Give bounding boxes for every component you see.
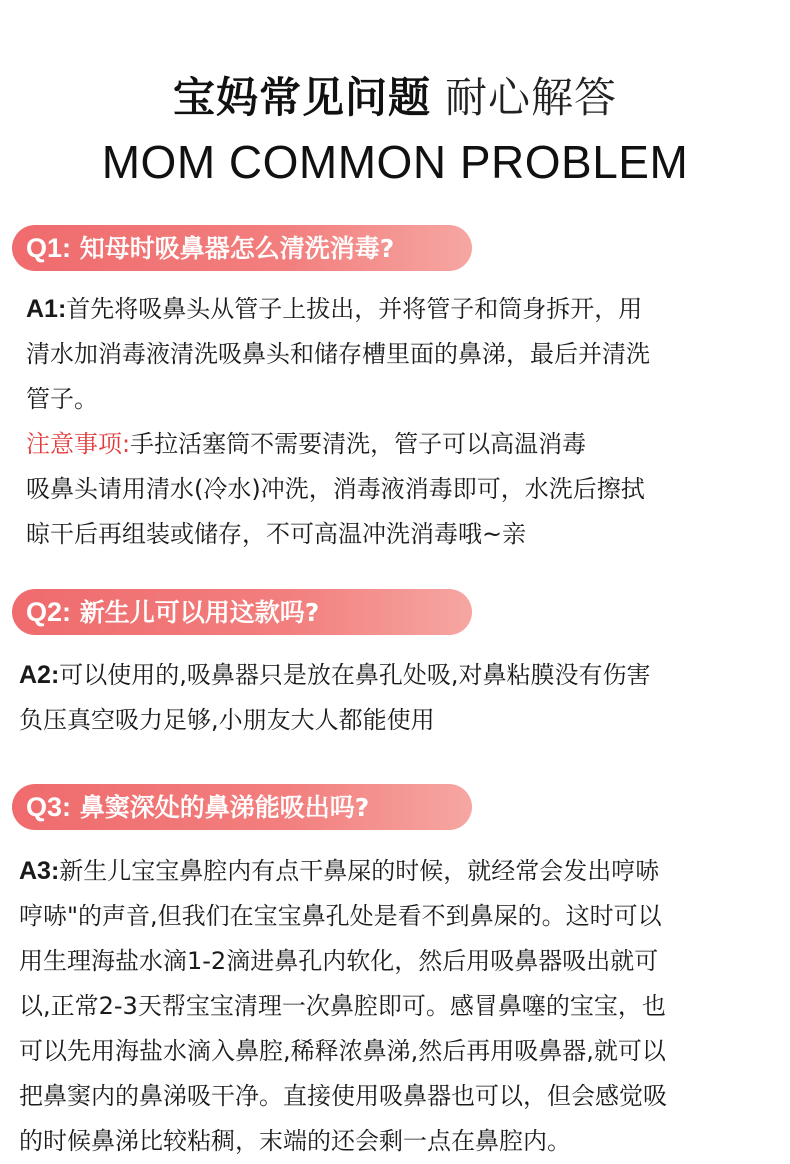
answer-1-label: A1:	[26, 295, 67, 323]
answer-3-line: 可以先用海盐水滴入鼻腔,稀释浓鼻涕,然后再用吸鼻器,就可以	[19, 1037, 666, 1065]
answer-3-line: 的时候鼻涕比较粘稠，末端的还会剩一点在鼻腔内。	[19, 1127, 571, 1155]
answer-1-line: 清水加消毒液清洗吸鼻头和储存槽里面的鼻涕，最后并清洗	[26, 340, 650, 368]
title-light: 耐心解答	[445, 73, 618, 122]
answer-3-line: 用生理海盐水滴1-2滴进鼻孔内软化，然后用吸鼻器吸出就可	[19, 947, 659, 975]
answer-3	[19, 849, 667, 1164]
question-3-label: Q3:	[26, 792, 72, 822]
answer-3-line: 新生儿宝宝鼻腔内有点干鼻屎的时候，就经常会发出哼哧	[59, 857, 660, 885]
answer-2-line: 负压真空吸力足够,小朋友大人都能使用	[19, 706, 435, 734]
answer-3-line: 以,正常2-3天帮宝宝清理一次鼻腔即可。感冒鼻噻的宝宝，也	[19, 992, 666, 1020]
answer-2	[19, 653, 651, 743]
answer-3-line: 把鼻窦内的鼻涕吸干净。直接使用吸鼻器也可以，但会感觉吸	[19, 1082, 667, 1110]
answer-1-line: 首先将吸鼻头从管子上拔出，并将管子和筒身拆开，用	[66, 295, 643, 323]
answer-2-line: 可以使用的,吸鼻器只是放在鼻孔处吸,对鼻粘膜没有伤害	[59, 661, 651, 689]
note-line: 晾干后再组装或储存，不可高温冲洗消毒哦~亲	[26, 520, 527, 548]
answer-1-line: 管子。	[26, 385, 98, 413]
page-subtitle: MOM COMMON PROBLEM	[101, 136, 689, 188]
question-2-text: 新生儿可以用这款吗?	[79, 598, 320, 627]
question-1-text: 知母时吸鼻器怎么清洗消毒?	[79, 234, 395, 263]
question-3-text: 鼻窦深处的鼻涕能吸出吗?	[79, 793, 370, 822]
page-title	[0, 58, 790, 138]
question-1-pill	[12, 225, 472, 271]
question-2-pill	[12, 589, 472, 635]
note-line: 手拉活塞筒不需要清洗，管子可以高温消毒	[130, 430, 587, 458]
answer-3-label: A3:	[19, 857, 60, 885]
title-bold: 宝妈常见问题	[172, 73, 431, 122]
question-2-label: Q2:	[26, 597, 72, 627]
note-line: 吸鼻头请用清水(冷水)冲洗，消毒液消毒即可，水洗后擦拭	[26, 475, 645, 503]
question-3-pill	[12, 784, 472, 830]
note-label: 注意事项:	[26, 430, 131, 458]
question-1-label: Q1:	[26, 233, 72, 263]
answer-1	[26, 287, 650, 557]
answer-2-label: A2:	[19, 661, 60, 689]
answer-3-line: 哼哧"的声音,但我们在宝宝鼻孔处是看不到鼻屎的。这时可以	[19, 902, 662, 930]
